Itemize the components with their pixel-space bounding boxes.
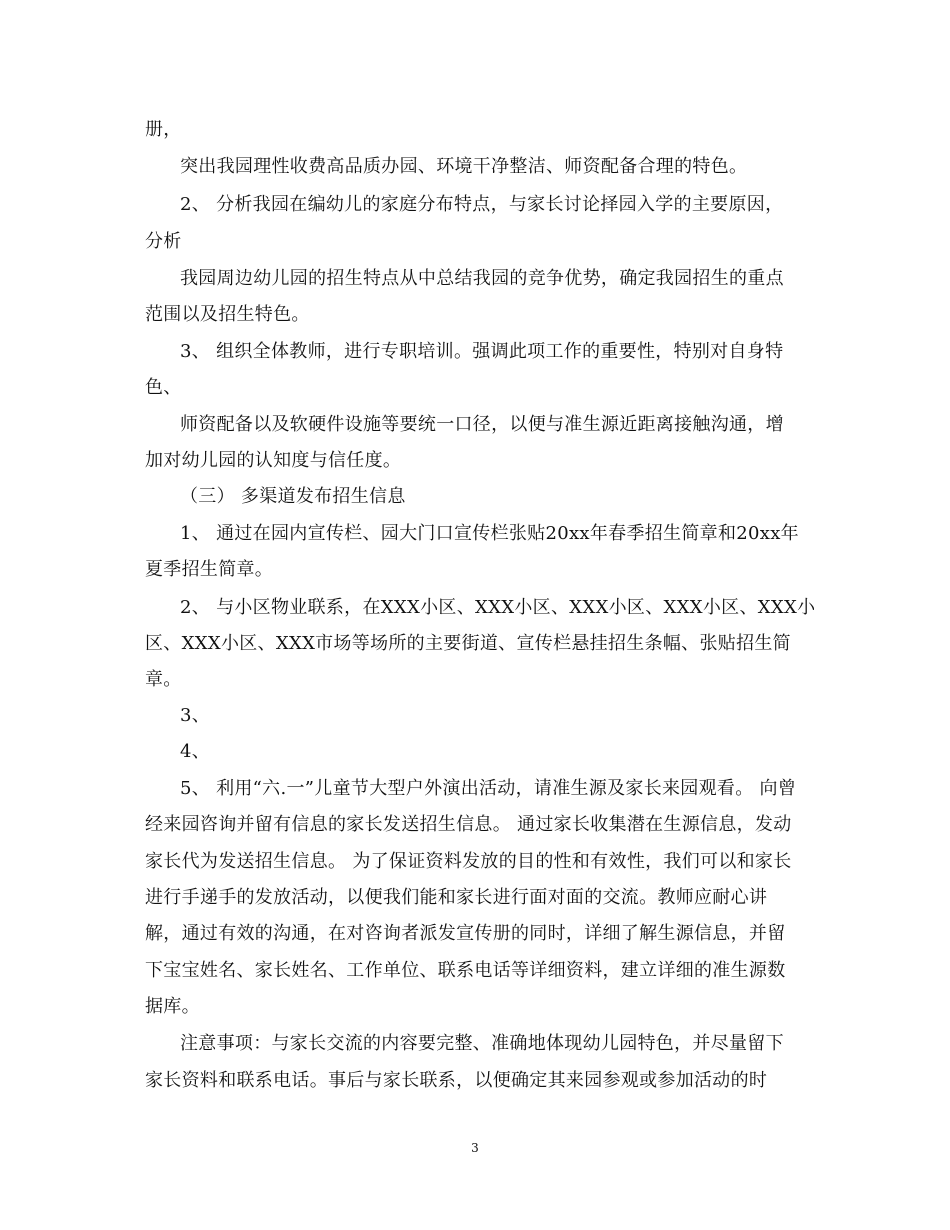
text-line: 经来园咨询并留有信息的家长发送招生信息。 通过家长收集潜在生源信息，发动 <box>145 814 792 835</box>
text-line: 色、 <box>145 377 182 398</box>
text-line: 师资配备以及软硬件设施等要统一口径，以便与准生源近距离接触沟通，增 <box>180 414 784 435</box>
text-line: 2、 分析我园在编幼儿的家庭分布特点，与家长讨论择园入学的主要原因， <box>180 194 784 215</box>
text-line: 5、 利用“六.一”儿童节大型户外演出活动，请准生源及家长来园观看。 向曾 <box>180 778 797 799</box>
text-line: 进行手递手的发放活动，以便我们能和家长进行面对面的交流。教师应耐心讲 <box>145 887 768 908</box>
text-line: 区、XXX小区、XXX市场等场所的主要街道、宣传栏悬挂招生条幅、张贴招生简 <box>145 633 791 654</box>
text-line: 突出我园理性收费高品质办园、环境干净整洁、师资配备合理的特色。 <box>180 156 748 177</box>
text-line: 1、 通过在园内宣传栏、园大门口宣传栏张贴20xx年春季招生简章和20xx年 <box>180 523 799 544</box>
text-line: 章。 <box>145 669 182 690</box>
page-number: 3 <box>471 1141 479 1155</box>
text-line: 我园周边幼儿园的招生特点从中总结我园的竞争优势，确定我园招生的重点 <box>180 268 784 289</box>
text-line: 夏季招生简章。 <box>145 559 274 580</box>
text-line: 2、 与小区物业联系，在XXX小区、XXX小区、XXX小区、XXX小区、XXX小 <box>180 597 816 618</box>
text-line: 家长代为发送招生信息。 为了保证资料发放的目的性和有效性，我们可以和家长 <box>145 851 792 872</box>
text-line: 下宝宝姓名、家长姓名、工作单位、联系电话等详细资料，建立详细的准生源数 <box>145 960 786 981</box>
text-line: 分析 <box>145 231 182 252</box>
text-line: 册， <box>145 119 182 140</box>
text-line: 3、 组织全体教师，进行专职培训。强调此项工作的重要性，特别对自身特 <box>180 341 784 362</box>
section-heading: （三） 多渠道发布招生信息 <box>180 486 406 507</box>
text-line: 加对幼儿园的认知度与信任度。 <box>145 450 402 471</box>
text-line: 家长资料和联系电话。事后与家长联系，以便确定其来园参观或参加活动的时 <box>145 1070 768 1091</box>
text-line: 解，通过有效的沟通，在对咨询者派发宣传册的同时，详细了解生源信息，并留 <box>145 923 786 944</box>
text-line: 4、 <box>180 741 211 762</box>
text-line: 据库。 <box>145 996 200 1017</box>
text-line: 范围以及招生特色。 <box>145 304 310 325</box>
text-line: 3、 <box>180 705 211 726</box>
text-line: 注意事项：与家长交流的内容要完整、准确地体现幼儿园特色，并尽量留下 <box>180 1033 784 1054</box>
